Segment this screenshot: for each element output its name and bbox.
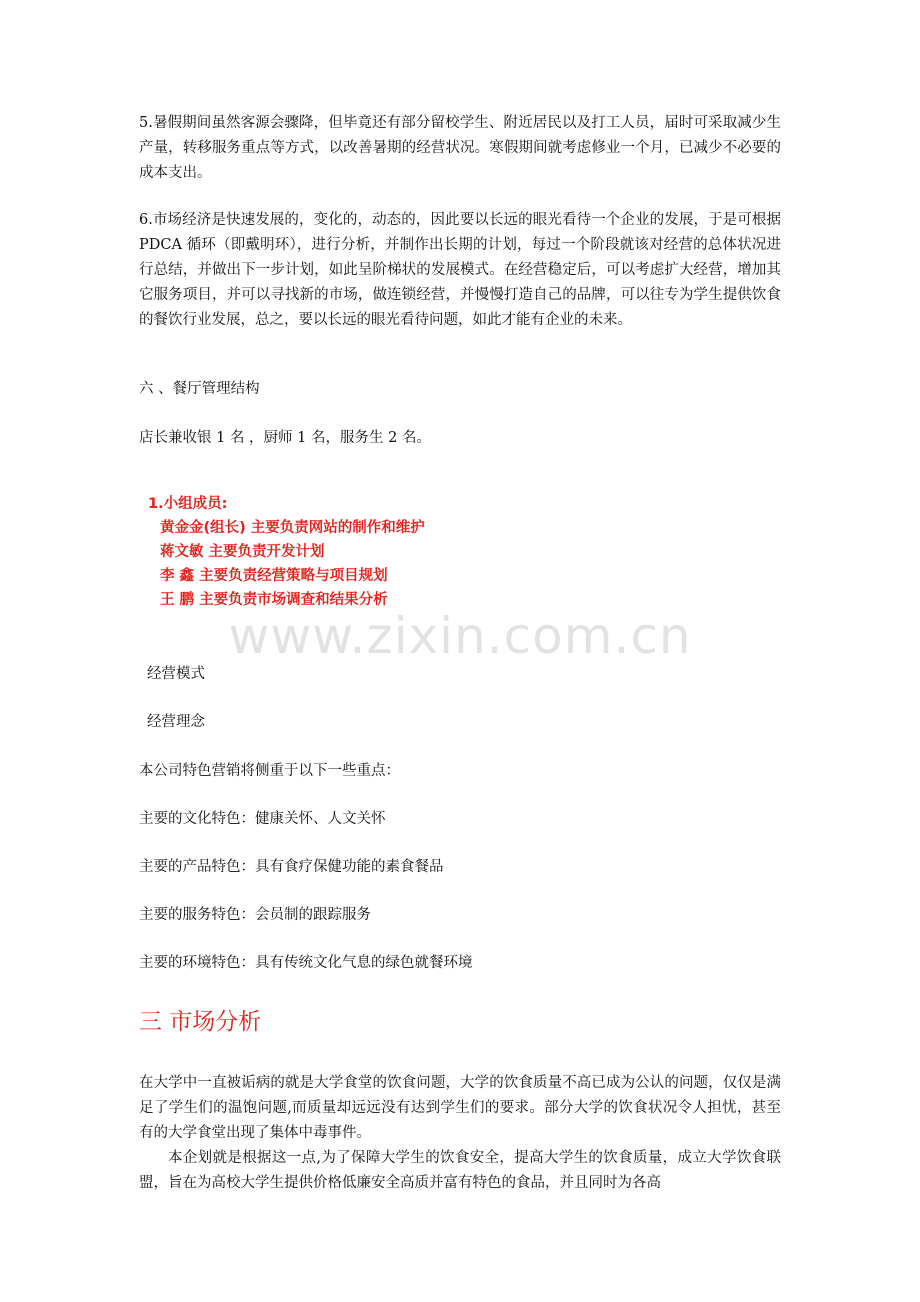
section-three-heading: 三 市场分析 <box>139 1009 262 1035</box>
market-analysis-paragraph-1: 在大学中一直被诟病的就是大学食堂的饮食问题，大学的饮食质量不高已成为公认的问题，仅仅是满足了学生们的温饱问题,而质量却远远没有达到学生们的要求。部分大学的饮食状况令人担忧，甚至有的大学食堂出现了集体中毒事件。 <box>139 1075 781 1141</box>
paragraph-summer-vacation: 5.暑假期间虽然客源会骤降，但毕竟还有部分留校学生、附近居民以及打工人员，届时可采取减少生产量，转移服务重点等方式，以改善暑期的经营状况。寒假期间就考虑修业一个月，已减少不必要的成本支出。 <box>139 115 781 181</box>
paragraph-market-economy: 6.市场经济是快速发展的，变化的，动态的，因此要以长远的眼光看待一个企业的发展，于是可根据 PDCA 循环（即戴明环），进行分析，并制作出长期的计划，每过一个阶段就该对经营的总体状况进行总结，并做出下一步计划，如此呈阶梯状的发展模式。在经营稳定后，可以考虑扩大经营，增加其它服务项目，并可以寻找新的市场，做连锁经营，并慢慢打造自己的品牌，可以往专为学生提供饮食的餐饮行业发展，总之，要以长远的眼光看待问题，如此才能有企业的未来。 <box>139 212 781 328</box>
team-member: 蒋文敏 主要负责开发计划 <box>160 544 325 560</box>
feature-item: 主要的产品特色：具有食疗保健功能的素食餐品 <box>139 859 444 875</box>
watermark: www.zixin.com.cn <box>228 607 692 665</box>
team-member: 黄金金(组长) 主要负责网站的制作和维护 <box>160 520 425 536</box>
section-six-title: 六 、餐厅管理结构 <box>139 381 260 397</box>
staff-structure: 店长兼收银 1 名 ，厨师 1 名，服务生 2 名。 <box>139 430 431 446</box>
team-member: 王 鹏 主要负责市场调查和结果分析 <box>160 592 388 608</box>
market-analysis-paragraph-2: 本企划就是根据这一点,为了保障大学生的饮食安全，提高大学生的饮食质量，成立大学饮食联盟，旨在为高校大学生提供价格低廉安全高质并富有特色的食品，并且同时为各高 <box>139 1150 781 1191</box>
feature-item: 主要的服务特色：会员制的跟踪服务 <box>139 907 371 923</box>
business-concept-heading: 经营理念 <box>147 714 205 730</box>
feature-item: 主要的环境特色：具有传统文化气息的绿色就餐环境 <box>139 955 473 971</box>
marketing-intro: 本公司特色营销将侧重于以下一些重点： <box>139 763 400 779</box>
team-header: 1.小组成员: <box>148 496 228 512</box>
feature-item: 主要的文化特色：健康关怀、人文关怀 <box>139 811 386 827</box>
business-mode-heading: 经营模式 <box>147 666 205 682</box>
team-member: 李 鑫 主要负责经营策略与项目规划 <box>160 568 388 584</box>
